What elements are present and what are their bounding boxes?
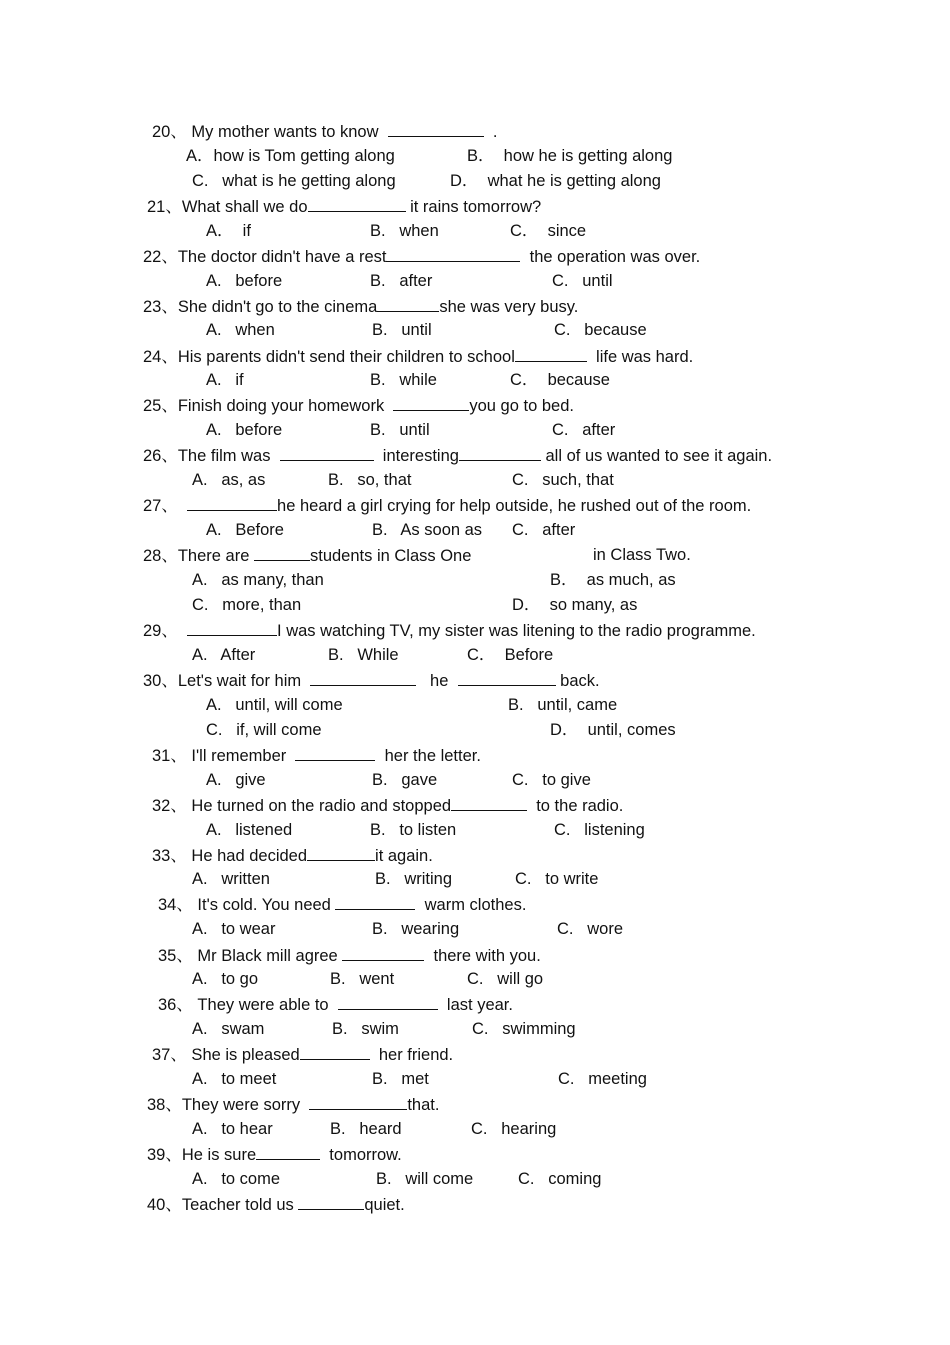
text-line bbox=[593, 545, 691, 565]
text-line bbox=[192, 1069, 276, 1089]
text-segment: C. such, that bbox=[512, 471, 614, 489]
text-line bbox=[512, 470, 614, 490]
text-line bbox=[206, 271, 282, 291]
text-segment: C. will go bbox=[467, 970, 544, 988]
text-line bbox=[147, 1094, 439, 1114]
text-segment: B. While bbox=[328, 646, 399, 664]
text-line bbox=[143, 346, 693, 366]
text-line bbox=[158, 894, 526, 914]
answer-blank[interactable] bbox=[386, 246, 520, 262]
text-segment: A. listened bbox=[206, 821, 293, 839]
text-segment: the operation was over. bbox=[520, 248, 701, 266]
text-segment: C. meeting bbox=[558, 1070, 647, 1088]
text-segment: B. so, that bbox=[328, 471, 412, 489]
text-segment: C. to give bbox=[512, 771, 591, 789]
text-line bbox=[510, 370, 610, 390]
text-segment: she was very busy. bbox=[439, 298, 579, 316]
text-line bbox=[143, 495, 751, 515]
text-line bbox=[550, 720, 676, 740]
text-segment: C． since bbox=[510, 222, 587, 240]
text-segment: 39、He is sure bbox=[147, 1146, 257, 1164]
text-segment: A. as many, than bbox=[192, 571, 324, 589]
text-line bbox=[192, 1119, 273, 1139]
text-line bbox=[206, 695, 343, 715]
text-line bbox=[467, 969, 543, 989]
text-segment: there with you. bbox=[424, 947, 541, 965]
answer-blank[interactable] bbox=[307, 845, 375, 861]
text-segment: B. until bbox=[372, 321, 432, 339]
text-segment: B. will come bbox=[376, 1170, 474, 1188]
text-segment: tomorrow. bbox=[320, 1146, 402, 1164]
text-segment: interesting bbox=[373, 447, 459, 465]
answer-blank[interactable] bbox=[515, 346, 587, 362]
text-segment: C. coming bbox=[518, 1170, 602, 1188]
text-line bbox=[467, 645, 553, 665]
text-segment: her the letter. bbox=[375, 747, 481, 765]
text-line bbox=[152, 1044, 453, 1064]
text-line bbox=[328, 470, 411, 490]
text-segment: 25、Finish doing your homework bbox=[143, 397, 394, 415]
text-segment: A. if bbox=[206, 371, 244, 389]
text-segment: C. until bbox=[552, 272, 613, 290]
answer-blank[interactable] bbox=[256, 1144, 320, 1160]
text-segment: 20、 My mother wants to know bbox=[152, 123, 388, 141]
answer-blank[interactable] bbox=[393, 395, 469, 411]
text-segment: life was hard. bbox=[586, 348, 694, 366]
text-segment: B. wearing bbox=[372, 920, 460, 938]
text-segment: A. After bbox=[192, 646, 256, 664]
text-segment: A. when bbox=[206, 321, 275, 339]
text-line bbox=[508, 695, 617, 715]
text-line bbox=[143, 246, 700, 266]
text-segment: C. what is he getting along bbox=[192, 172, 396, 190]
text-line bbox=[512, 770, 591, 790]
text-line bbox=[512, 595, 637, 615]
text-line bbox=[206, 320, 275, 340]
text-line bbox=[147, 196, 541, 216]
text-segment: A. to wear bbox=[192, 920, 276, 938]
text-segment: that. bbox=[407, 1096, 440, 1114]
answer-blank[interactable] bbox=[335, 894, 415, 910]
text-line bbox=[372, 919, 459, 939]
text-segment: B. swim bbox=[332, 1020, 399, 1038]
answer-blank[interactable] bbox=[309, 1094, 407, 1110]
text-line bbox=[554, 820, 645, 840]
text-segment: warm clothes. bbox=[415, 896, 527, 914]
text-segment: B. gave bbox=[372, 771, 438, 789]
answer-blank[interactable] bbox=[295, 745, 375, 761]
text-segment: back. bbox=[555, 672, 600, 690]
text-line bbox=[328, 645, 399, 665]
answer-blank[interactable] bbox=[338, 994, 438, 1010]
text-segment: A. to meet bbox=[192, 1070, 277, 1088]
text-segment: B. while bbox=[370, 371, 437, 389]
text-line bbox=[152, 795, 623, 815]
text-segment: 31、 I'll remember bbox=[152, 747, 296, 765]
text-segment: A. to hear bbox=[192, 1120, 273, 1138]
answer-blank[interactable] bbox=[254, 545, 310, 561]
text-segment: C. after bbox=[512, 521, 576, 539]
text-line bbox=[510, 221, 586, 241]
text-line bbox=[515, 869, 598, 889]
text-segment: 36、 They were able to bbox=[158, 996, 338, 1014]
text-line bbox=[558, 1069, 647, 1089]
text-line bbox=[554, 320, 647, 340]
text-line bbox=[372, 520, 482, 540]
text-line bbox=[332, 1019, 399, 1039]
text-segment: 30、Let's wait for him bbox=[143, 672, 311, 690]
text-segment: D． what he is getting along bbox=[450, 172, 661, 190]
text-line bbox=[330, 1119, 402, 1139]
answer-blank[interactable] bbox=[280, 445, 374, 461]
text-line bbox=[143, 445, 772, 465]
text-segment: it again. bbox=[375, 847, 433, 865]
answer-blank[interactable] bbox=[451, 795, 527, 811]
text-line bbox=[372, 1069, 429, 1089]
text-line bbox=[471, 1119, 556, 1139]
text-segment: D． until, comes bbox=[550, 721, 676, 739]
text-segment: 24、His parents didn't send their children to school bbox=[143, 348, 515, 366]
answer-blank[interactable] bbox=[342, 945, 424, 961]
text-segment: C. after bbox=[552, 421, 616, 439]
text-segment: to the radio. bbox=[527, 797, 624, 815]
text-line bbox=[143, 620, 756, 640]
text-segment: C． Before bbox=[467, 646, 554, 664]
text-segment: B. met bbox=[372, 1070, 429, 1088]
text-line bbox=[192, 969, 258, 989]
text-segment: C. to write bbox=[515, 870, 599, 888]
text-segment: I was watching TV, my sister was litening to the radio programme. bbox=[277, 622, 756, 640]
text-segment: A. to go bbox=[192, 970, 259, 988]
text-line bbox=[192, 1019, 264, 1039]
text-segment: D． so many, as bbox=[512, 596, 638, 614]
text-segment: 29、 bbox=[143, 622, 188, 640]
text-segment: A. to come bbox=[192, 1170, 281, 1188]
text-segment: 28、There are bbox=[143, 547, 254, 565]
text-line bbox=[550, 570, 676, 590]
text-line bbox=[192, 1169, 280, 1189]
text-segment: B. until, came bbox=[508, 696, 618, 714]
text-segment: C. wore bbox=[557, 920, 624, 938]
text-segment: 38、They were sorry bbox=[147, 1096, 310, 1114]
text-line bbox=[143, 296, 578, 316]
text-line bbox=[370, 820, 456, 840]
text-line bbox=[370, 221, 439, 241]
text-segment: her friend. bbox=[369, 1046, 454, 1064]
text-line bbox=[206, 221, 251, 241]
answer-blank[interactable] bbox=[377, 296, 439, 312]
text-segment: he heard a girl crying for help outside, he rushed out of the room. bbox=[277, 497, 752, 515]
text-segment: students in Class One bbox=[309, 547, 472, 565]
answer-blank[interactable] bbox=[300, 1044, 370, 1060]
text-line bbox=[143, 395, 574, 415]
text-segment: A．how is Tom getting along bbox=[186, 147, 395, 165]
text-line bbox=[192, 645, 255, 665]
text-segment: A． if bbox=[206, 222, 251, 240]
text-line bbox=[372, 770, 437, 790]
text-segment: 33、 He had decided bbox=[152, 847, 308, 865]
text-segment: B. when bbox=[370, 222, 439, 240]
text-line bbox=[143, 670, 600, 690]
text-line bbox=[206, 770, 266, 790]
text-segment: C. listening bbox=[554, 821, 645, 839]
text-segment: C. if, will come bbox=[206, 721, 322, 739]
text-segment: B. went bbox=[330, 970, 395, 988]
text-line bbox=[467, 146, 672, 166]
text-segment: in Class Two. bbox=[593, 546, 691, 564]
text-segment: 26、The film was bbox=[143, 447, 280, 465]
text-line bbox=[152, 745, 481, 765]
text-segment: B. As soon as bbox=[372, 521, 483, 539]
text-line bbox=[450, 171, 661, 191]
text-line bbox=[152, 121, 497, 141]
text-segment: A. before bbox=[206, 272, 283, 290]
text-line bbox=[512, 520, 575, 540]
text-line bbox=[472, 1019, 576, 1039]
text-segment: A. until, will come bbox=[206, 696, 343, 714]
text-line bbox=[192, 595, 301, 615]
text-segment: 37、 She is pleased bbox=[152, 1046, 300, 1064]
answer-blank[interactable] bbox=[310, 670, 416, 686]
text-segment: B． how he is getting along bbox=[467, 147, 673, 165]
text-segment: A. written bbox=[192, 870, 270, 888]
text-line bbox=[370, 370, 437, 390]
text-segment: C. more, than bbox=[192, 596, 302, 614]
text-line bbox=[192, 470, 265, 490]
text-line bbox=[206, 720, 322, 740]
text-segment: 27、 bbox=[143, 497, 188, 515]
text-line bbox=[143, 545, 471, 565]
text-line bbox=[147, 1144, 402, 1164]
text-line bbox=[372, 320, 432, 340]
text-line bbox=[518, 1169, 601, 1189]
text-segment: it rains tomorrow? bbox=[405, 198, 542, 216]
text-line bbox=[158, 945, 541, 965]
text-segment: he bbox=[416, 672, 458, 690]
answer-blank[interactable] bbox=[187, 495, 277, 511]
text-segment: B. heard bbox=[330, 1120, 402, 1138]
text-line bbox=[206, 520, 284, 540]
text-segment: A. swam bbox=[192, 1020, 265, 1038]
text-segment: 23、She didn't go to the cinema bbox=[143, 298, 378, 316]
text-line bbox=[192, 570, 324, 590]
answer-blank[interactable] bbox=[458, 670, 556, 686]
text-line bbox=[552, 420, 615, 440]
text-segment: 34、 It's cold. You need bbox=[158, 896, 336, 914]
text-segment: C. hearing bbox=[471, 1120, 557, 1138]
text-line bbox=[552, 271, 613, 291]
text-segment: you go to bed. bbox=[469, 397, 574, 415]
text-segment: 21、What shall we do bbox=[147, 198, 308, 216]
text-segment: 22、The doctor didn't have a rest bbox=[143, 248, 387, 266]
text-segment: C. because bbox=[554, 321, 647, 339]
text-segment: A. as, as bbox=[192, 471, 266, 489]
text-segment: C． because bbox=[510, 371, 610, 389]
text-segment: . bbox=[483, 123, 498, 141]
text-segment: C. swimming bbox=[472, 1020, 576, 1038]
text-line bbox=[152, 845, 433, 865]
text-line bbox=[206, 820, 292, 840]
text-line bbox=[370, 420, 430, 440]
text-line bbox=[147, 1194, 405, 1214]
text-line bbox=[192, 171, 396, 191]
text-segment: B. writing bbox=[375, 870, 453, 888]
text-segment: all of us wanted to see it again. bbox=[540, 447, 773, 465]
answer-blank[interactable] bbox=[388, 121, 484, 137]
answer-blank[interactable] bbox=[187, 620, 277, 636]
text-segment: B. until bbox=[370, 421, 430, 439]
text-line bbox=[376, 1169, 473, 1189]
text-segment: 40、Teacher told us bbox=[147, 1196, 299, 1214]
text-line bbox=[158, 994, 513, 1014]
text-line bbox=[206, 420, 282, 440]
text-segment: A. Before bbox=[206, 521, 284, 539]
text-segment: 35、 Mr Black mill agree bbox=[158, 947, 343, 965]
text-line bbox=[186, 146, 395, 166]
answer-blank[interactable] bbox=[459, 445, 541, 461]
text-line bbox=[206, 370, 244, 390]
text-line bbox=[370, 271, 432, 291]
answer-blank[interactable] bbox=[298, 1194, 364, 1210]
text-line bbox=[330, 969, 394, 989]
text-segment: 32、 He turned on the radio and stopped bbox=[152, 797, 452, 815]
text-segment: quiet. bbox=[364, 1196, 405, 1214]
text-line bbox=[557, 919, 623, 939]
text-segment: A. give bbox=[206, 771, 266, 789]
text-line bbox=[192, 919, 275, 939]
text-segment: B. after bbox=[370, 272, 433, 290]
text-segment: A. before bbox=[206, 421, 283, 439]
text-segment: last year. bbox=[437, 996, 513, 1014]
text-line bbox=[375, 869, 452, 889]
text-segment: B. to listen bbox=[370, 821, 457, 839]
text-segment: B． as much, as bbox=[550, 571, 676, 589]
answer-blank[interactable] bbox=[308, 196, 406, 212]
text-line bbox=[192, 869, 270, 889]
